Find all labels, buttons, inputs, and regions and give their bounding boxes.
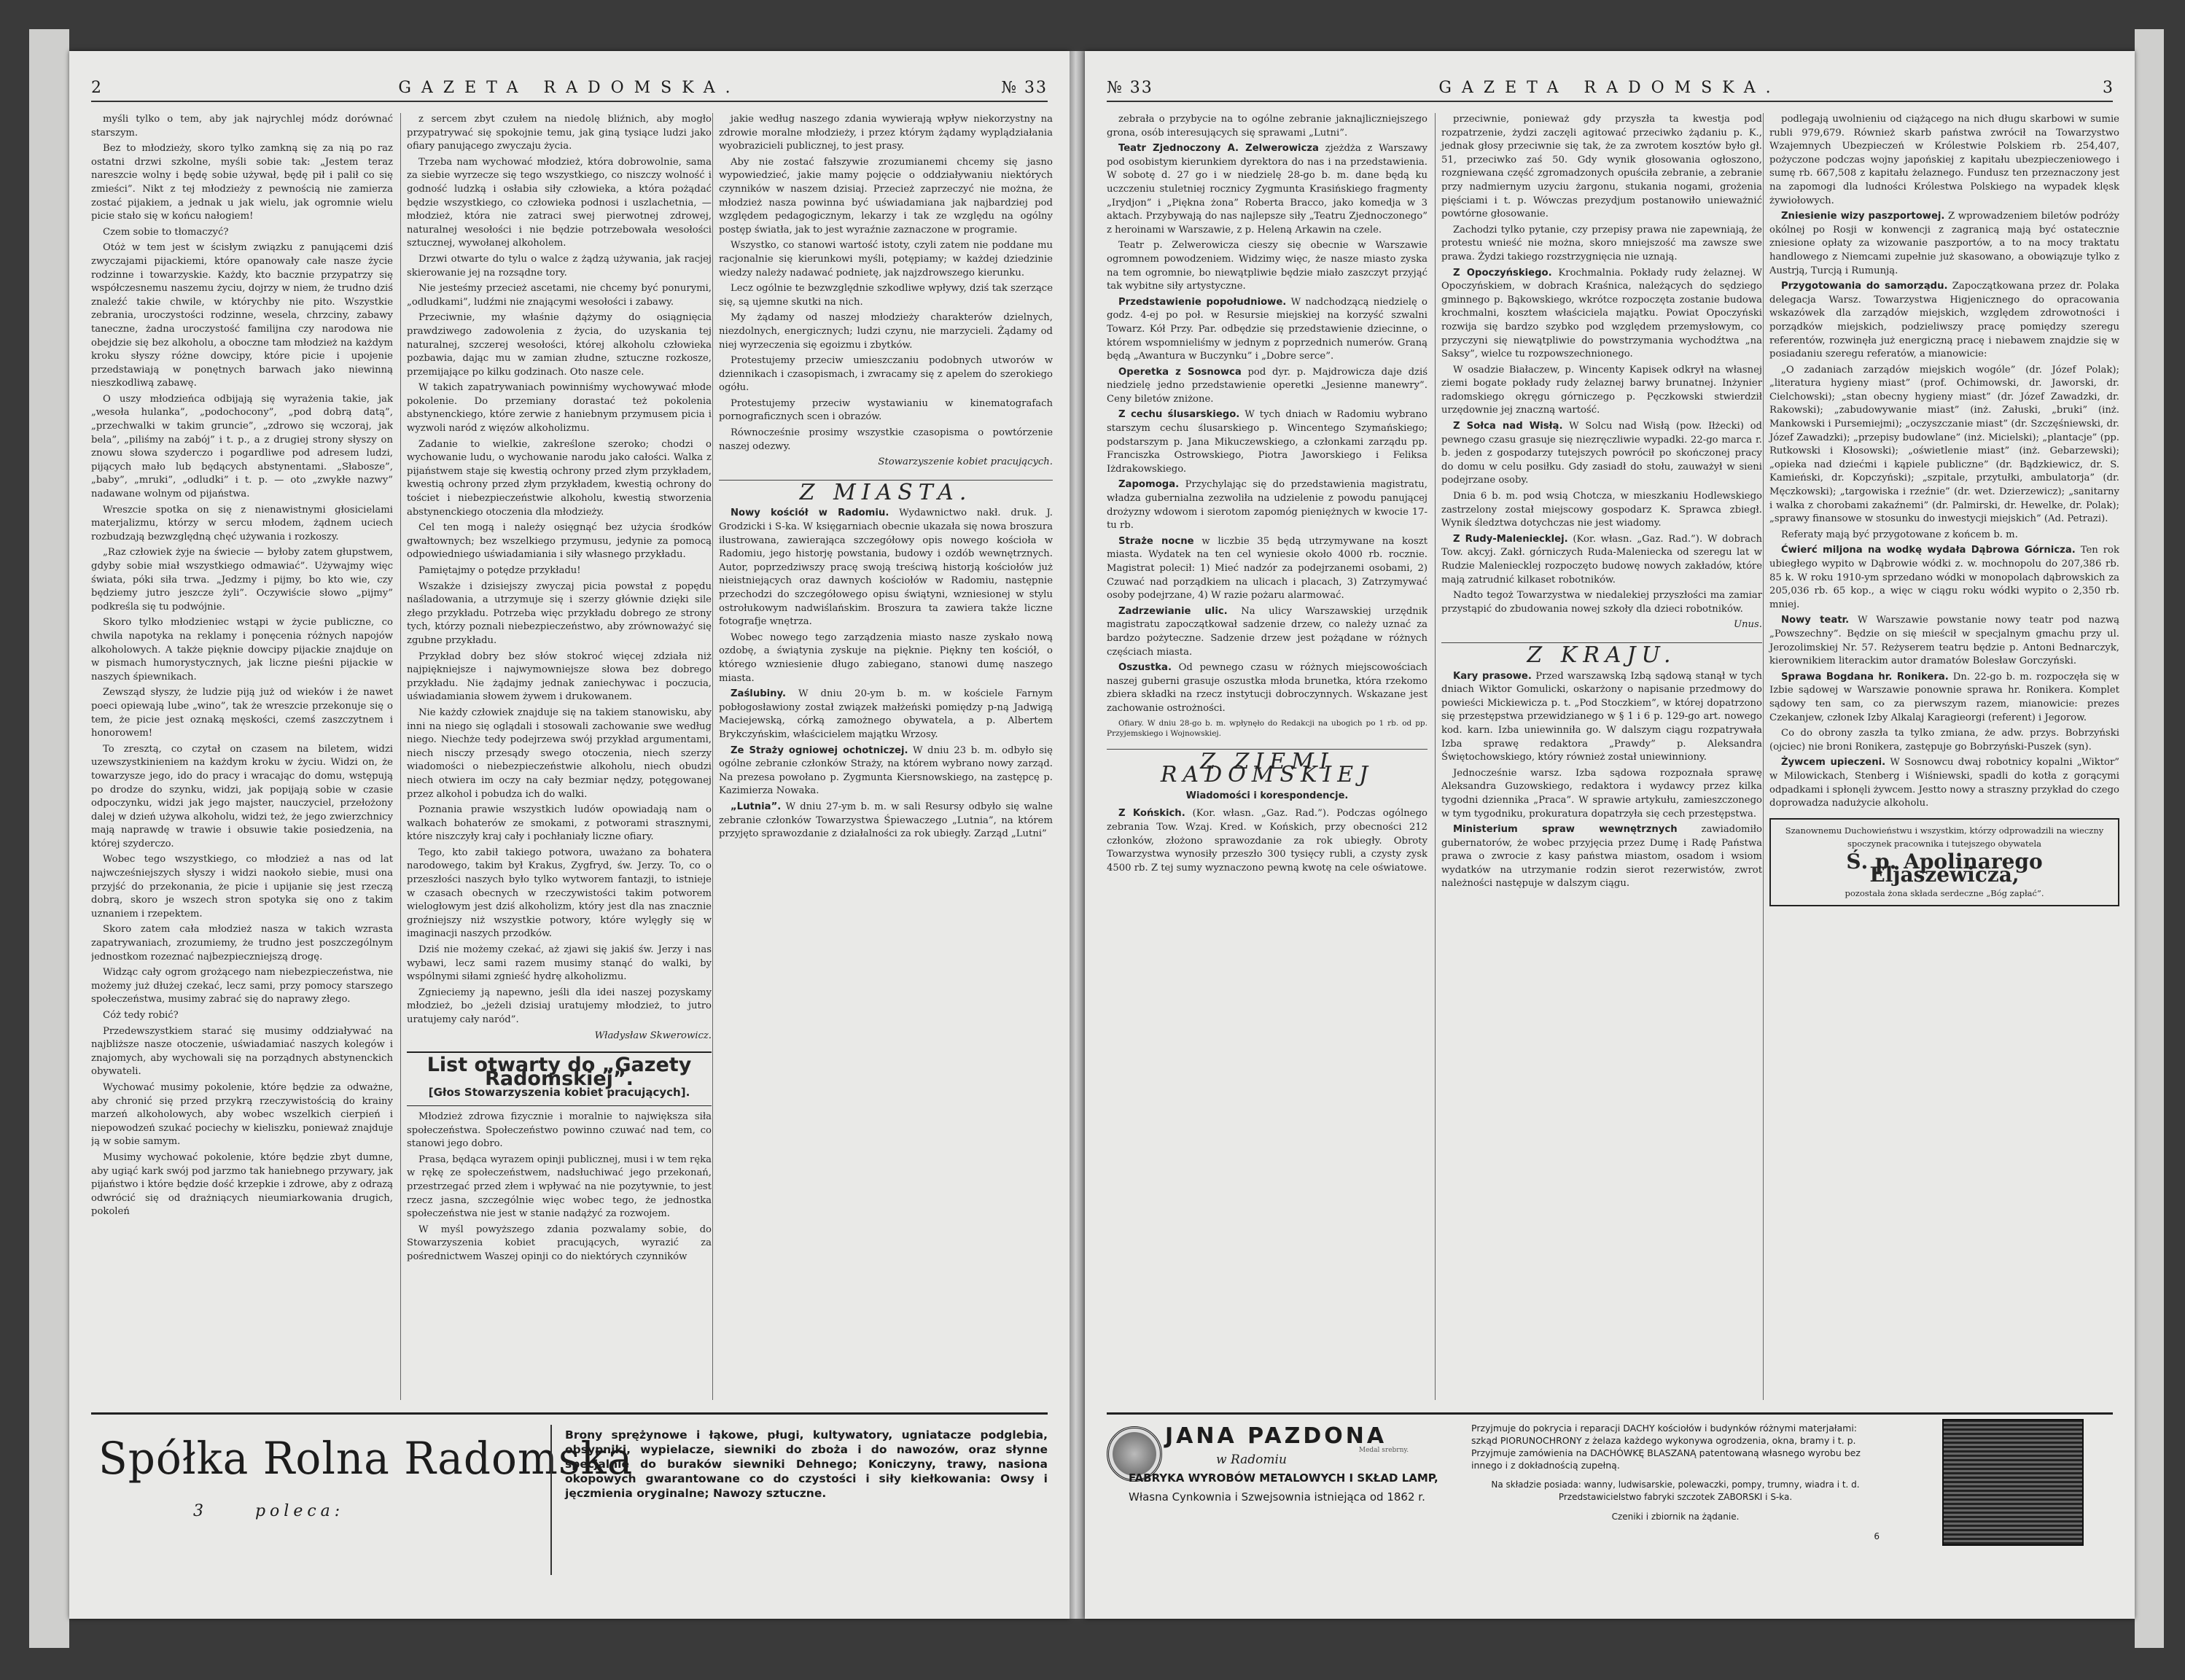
news-item [1107,605,1428,659]
letter-signature: Stowarzyszenie kobiet pracujących. [878,456,1053,468]
section-z-ziemi-radomskiej: Z ZIEMI RADOMSKIEJ [1107,749,1428,782]
news-headline: Operetka z Sosnowca [1118,366,1242,378]
footnote: Ofiary. W dniu 28-go b. m. wpłynęło do Redakcji na ubogich po 1 rb. od pp. Przyjemskiego i Wojnowskiej. [1107,718,1428,738]
decorative-letter-emblem-icon [1942,1419,2084,1546]
news-text: zjeżdża z Warszawy pod osobistym kierunkiem dyrektora do nas i na przedstawienia. W sobotę d. 27 go i w niedzielę 28-go b. m. dane będą ku uczczeniu stuletniej rocznicy Zygmunta Krasińskiego fragmenty „Irydjon” i „Piękna żona” Roberta Bracco, jako komedja w 3 aktach. Przybywają do nas najlepsze siły „Teatru Zjednoczonego” z heroinami w Warszawie, z p. Heleną Arkawin na czele. [1107,143,1428,236]
news-item [1107,478,1428,532]
paragraph: Wreszcie spotka on się z nienawistnymi głosicielami materjalizmu, którzy w sercu młodem, żądnem uciech rozbudzają bezwzględną chęć używania i rozkoszy. [91,504,393,542]
right-column-2 [1435,113,1762,1400]
paragraph: Protestujemy przeciw umieszczaniu podobnych utworów w dziennikach i czasopismach, i zwracamy się z apelem do szerokiego ogółu. [719,355,1053,394]
news-text: „O zadaniach zarządów miejskich wogóle” (dr. Józef Polak); „literatura hygieny miast” (prof. Ochimowski, dr. Jaworski, dr. Cielchowski); „stan obecny hygieny miast” (dr. Józef Zawadzki, dr. Rakowski); „zabudowywanie miast” (inż. Załuski, „bruki” (inż. Mankowski i Pursemiejmi); „oczyszczanie miast” (dr. Szczęśniewski, dr. Józef Zawadzki); „przepisy budowlane” (inż. Micielski); „plantacje” (pp. Rutkowski i Kłosowski); „oświetlenie miast” (inż. Gebarzewski); „opieka nad dziećmi i kąpiele publiczne” (dr. Bądzkiewicz, dr. S. Kamieński, dr. Kopczyński); „szpitale, przytułki, ambulatorja” (dr. Męczkowski); „targowiska i rzeźnie” (dr. wet. Dzierzewicz); „sanitarny i walka z chorobami zakaźnemi” (dr. Palmirski, dr. Hewelke, dr. Polak); „sprawy finansowe w stosunku do inwestycji miejskich” (Ad. Petrazi). [1769,364,2119,525]
news-text: W Sosnowcu dwaj robotnicy kopalni „Wiktor” w Milowickach, Stenberg i Wiśniewski, spadli do kotła z gorącymi odpadkami i spłonęli żywcem. Jestto nowy a straszny przykład do czego doprowadza nadużycie alkoholu. [1769,757,2119,809]
paragraph: W myśl powyższego zdania pozwalamy sobie, do Stowarzyszenia kobiet pracujących, wyrazić za pośrednictwem Waszej opinji co do niektórych czynników [407,1224,712,1262]
pazdona-fabryka: FABRYKA WYROBÓW METALOWYCH I SKŁAD LAMP, [1129,1471,1438,1485]
news-text: (Kor. własn. „Gaz. Rad.”). W dobrach Tow. akcyj. Zakł. górniczych Ruda-Maleniecka od szeregu lat w Rudzie Maleniecklej rozpoczęto budowę nowych zakładów, które mają zatrudnić kilkaset robotników. [1441,533,1762,586]
right-running-head [1107,79,2113,102]
article-signature: Władysław Skwerowicz. [594,1030,712,1041]
news-text: podlegają uwolnieniu od ciążącego na nich długu skarbowi w sumie rubli 979,679. Również skarb państwa zwrócił na Towarzystwo Wzajemnych Ubezpieczeń w Królestwie Polskiem rb. 254,407, pożyczone podczas wojny japońskiej z kapitału ubezpieczeniowego i sumę rb. 667,508 z kapitału żelaznego. Fundusz ten przeznaczony jest na zapomogi dla ludności Królestwa Polskiego na wypadek klęsk żywiołowych. [1769,114,2119,206]
news-headline: Z Końskich. [1118,808,1185,820]
paragraph: Protestujemy przeciw wystawianiu w kinematografach pornograficznych scen i obrazów. [719,397,1053,423]
paragraph: Aby nie zostać fałszywie zrozumianemi chcemy się jasno wypowiedzieć, jakie mamy pojęcie o oddziaływaniu niektórych czynników w naszem dzisiaj. Przecież zaprzeczyć nie można, że młodzież nasza powinna być uświadamiana jak najbardziej pod względem pedagogicznym, lekarzy i tak ze względu na ogólny postęp światła, jak to jest wyraźnie zaznaczone w programie. [719,156,1053,236]
news-headline: Przygotowania do samorządu. [1781,281,1948,292]
news-item [1441,364,1762,418]
news-item [1441,420,1762,488]
news-item [1107,296,1428,364]
paragraph: Lecz ogólnie te bezwzględnie szkodliwe wpływy, dziś tak szerzące się, są ujemne skutki na nich. [719,283,1053,308]
news-item [1769,671,2119,725]
news-item [1769,544,2119,612]
paragraph: Bez to młodzieży, skoro tylko zamkną się za nią po raz ostatni drzwi szkolne, myśli sobie tak: „Jestem teraz nareszcie wolny i będę sobie używał, będę pił i palił co się zmieści”. Nikt z tej młodzieży z pewnością nie zamierza zostać pijakiem, a jednak u jak wielu, jak ogromnie wielu picie stało się w końcu nałogiem! [91,143,393,222]
pazdona-cynkownia: Własna Cynkownia i Szwejsownia istniejąca od 1862 r. [1129,1490,1425,1504]
spolka-poleca-label: poleca: [254,1502,345,1520]
news-text: Jednocześnie warsz. Izba sądowa rozpoznała sprawę Aleksandra Guzowskiego, redaktora i wydawcy przez kilka tygodni dziennika „Praca”. W sprawie artykułu, zamieszczonego w tym tygodniku, prokuratura dopatrzyła się cech przestępstwa. [1441,767,1762,820]
news-item [719,688,1053,742]
news-text: W osadzie Białaczew, p. Wincenty Kapisek odkrył na własnej ziemi bogate pokłady rudy żelaznej barwy brunatnej. Inżynier radomskiego okręgu górniczego p. Pęczkowski stwierdził urzędownie jej znaczną wartość. [1441,364,1762,416]
spolka-items: Brony sprężynowe i łąkowe, pługi, kultywatory, ugniatacze podglebia, obsypniki, wypielacze, siewniki do zboża i do nawozów, oraz słynne specjalnie do buraków siewniki Dehnego; Koniczyny, trawy, nasiona okopowych gwarantowane co do czystości i siły kiełkowania: Owsy i jęczmienia oryginalne; Nawozy sztuczne. [565,1428,1048,1500]
news-text: W Warszawie powstanie nowy teatr pod nazwą „Powszechny”. Będzie on się mieścił w specjalnym gmachu przy ul. Jerozolimskiej Nr. 57. Reżyserem teatru będzie p. Antoni Bednarczyk, kierownikiem literackim autor dramatów Bolesław Gorczyński. [1769,615,2119,667]
right-column-3 [1763,113,2119,1400]
right-page-number: 3 [2103,79,2113,97]
paragraph: Skoro tylko młodzieniec wstąpi w życie publiczne, co chwila napotyka na reklamy i ponęcenia różnych napojów alkoholowych. A także pięknie dowcipy pijackie znajduje on w pismach humorystycznych, jak liczne pieśni pijackie w naszych śpiewnikach. [91,617,393,682]
left-column-3 [712,113,1053,1400]
paragraph: jakie według naszego zdania wywierają wpływ niekorzystny na zdrowie moralne młodzieży, i przez którym żądamy wyplądziałania wyobrazicieli publicznej, to jest prasy. [719,114,1053,152]
news-headline: „Lutnia”. [731,801,782,812]
news-headline: Teatr Zjednoczony A. Zelwerowicza [1118,143,1319,155]
paragraph: Wychować musimy pokolenie, które będzie za odważne, aby chronić się przed przykrą rzeczywistością do krainy marzeń alkoholowych, aby wobec wszelkich cierpień i niepowodzeń szukać pociechy w kieliszku, ponieważ znajduje ją w sobie samym. [91,1081,393,1148]
news-item [719,507,1053,629]
left-page [69,51,1070,1619]
open-letter-header [407,1051,712,1106]
paragraph: Przeciwnie, my właśnie dążymy do osiągnięcia prawdziwego zadowolenia z życia, do uzyskania tej naturalnej, szczerej wesołości, której alkoholu człowieka pozbawia, dając mu w zamian złudne, sztuczne rozkosze, przemijające po kilku godzinach. Oto nasze cele. [407,312,712,378]
news-text: W Solcu nad Wisłą (pow. Iłżecki) od pewnego czasu grasuje się niezręczliwie wypadki. 22-go marca r. b. jeden z gospodarzy tutejszych powrócił po skończonej pracy do domu w celu posiłku. Gdy zasiadł do stołu, zauważył w sieni podejrzane osoby. [1441,421,1762,486]
news-text: zawiadomiło gubernatorów, że wobec przyjęcia przez Dumę i Radę Państwa prawa o zwrocie z kasy państwa miastom, osadom i wsiom wydatków na utrzymanie rodzin sierot rezerwistów, zwrot należności następuje w dalszym ciągu. [1441,824,1762,890]
paragraph: Wszystko, co stanowi wartość istoty, czyli zatem nie poddane mu racjonalnie się kierunkowi myśli, potępiamy; w każdej dziedzinie wiedzy należy nadawać podnietę, jak najzdrowszego kierunku. [719,240,1053,279]
news-item [1441,767,1762,821]
paragraph: Prasa, będąca wyrazem opinji publicznej, musi i w tem ręka w rękę ze społeczeństwem, nadsłuchiwać jego przekonań, przestrzegać przed złem i wpływać na nie pozytywnie, to jest rzecz jasna, szczególnie więc wobec tego, że jednostka społeczeństwa nie jest w stanie nadążyć za rozwojem. [407,1154,712,1220]
news-headline: Zapomoga. [1118,479,1180,491]
paragraph: Przedewszystkiem starać się musimy oddziaływać na najbliższe nasze otoczenie, uświadamiać naszych kolegów i znajomych, aby wychowali się na porządnych abstynenckich obywateli. [91,1025,393,1078]
news-text: Dnia 6 b. m. pod wsią Chotcza, w mieszkaniu Hodlewskiego zastrzelony został miejscowy gospodarz K. Sprawca zbiegł. Wynik śledztwa dotychczas nie jest wiadomy. [1441,491,1762,529]
article-signature: Unus. [1733,619,1762,631]
paragraph: Drzwi otwarte do tylu o walce z żądzą używania, jak racjej skierowanie jej na rozsądne tory. [407,253,712,279]
open-letter-title: List otwarty do „Gazety Radomskiej”. [427,1054,692,1090]
spolka-rolna-advertisement [91,1412,1048,1590]
news-headline: Zniesienie wizy paszportowej. [1781,211,1945,222]
news-text: Przychylając się do przedstawienia magistratu, władza gubernialna zezwoliła na udzielenie z powodu panującej drożyzny wdowom i sierotom zapomóg pieniężnych w kwocie 17-tu rb. [1107,479,1428,532]
news-item [1769,210,2119,278]
news-text: Teatr p. Zelwerowicza cieszy się obecnie w Warszawie ogromnem powodzeniem. Widzimy więc, że nasze miasto zyska na tem ogromnie, bo niewątpliwie będzie miało zaszczyt przyjąć tak wybitne siły artystyczne. [1107,240,1428,292]
paragraph: Przykład dobry bez słów stokroć więcej zdziała niż najpiękniejsze i najwymowniejsze słowa bez dobrego przykładu. Nie żądajmy jednak zaniechywac i poczucia, uświadamiania słowem żywem i drukowanem. [407,650,712,703]
news-item [1769,280,2119,362]
news-item [1107,807,1428,875]
paragraph: My żądamy od naszej młodzieży charakterów dzielnych, niezdolnych, energicznych; ludzi czynu, nie marzycieli. Żądamy od niej wyrzeczenia się egoizmu i zbytków. [719,312,1053,351]
news-item [719,744,1053,798]
news-headline: Zadrzewianie ulic. [1118,605,1228,617]
news-item [1441,224,1762,265]
obituary-notice [1769,818,2119,906]
spolka-num: 3 [193,1502,208,1520]
news-item [1107,239,1428,293]
notice-top: Szanownemu Duchowieństwu i wszystkim, którzy odprowadzili na wieczny spoczynek pracownika i tutejszego obywatela [1785,825,2104,849]
news-item [1769,113,2119,208]
news-item [1107,408,1428,476]
right-masthead: GAZETA RADOMSKA. [1438,79,1781,97]
dach-text: Przyjmuje do pokrycia i reparacji DACHY kościołów i budynków różnymi materjałami: szkąd PIORUNOCHRONY z żelaza każdego wykonywa ogrodzenia, okna, bramy i t. p. [1471,1423,1858,1446]
paragraph: Dziś nie możemy czekać, aż zjawi się jakiś św. Jerzy i nas wybawi, lecz sami razem musimy stanąć do walki, by wspólnymi siłami zgnieść hydrę alkoholizmu. [407,944,712,983]
paragraph: O uszy młodzieńca odbijają się wyrażenia takie, jak „wesoła hulanka”, „podochocony”, „pod dobrą datą”, „przechwalki w takim gruncie”, „zdrowo się wczoraj, jak bela”, „piliśmy na zabój” i t. p., a z drugiej strony słyszy on znowu słowa szyderczo i pogardliwe pod adresem ludzi, pijących mało lub będących abstynentami. „Słabosze”, „baby”, „mruki”, „odludki” i t. p. — oto „zwykłe nazwy” nadawane wolnym od pijaństwa. [91,393,393,500]
news-text: Wobec nowego tego zarządzenia miasto nasze zyskało nową ozdobę, a świątynia zyskuje na pięknie. Piękny ten kościół, o którego wzniesienie długo zabiegano, stanowi dumę naszego miasta. [719,631,1053,684]
news-text: Z wprowadzeniem biletów podróży okólnej po Rosji w konwencji z zagranicą mają być ostatecznie zniesione opłaty za wizowanie paszportów, a to na mocy traktatu handlowego z Niemcami zupełnie już skasowano, a obowiązuje tylko z Austrją, Turcją i Rumunją. [1769,211,2119,276]
paragraph: Nie każdy człowiek znajduje się na takiem stanowisku, aby inni na niego się oglądali i stosowali zachowanie swe według niego. Niechże tedy podejrzewa swój przykład argumentami, niech nisczy przesądy swego otoczenia, niech szerzy wiadomości o niebezpieczeństwie alkoholu, niech obudzi niech otwiera im oczy na cały bezmiar nędzy, potęgowanej przez alkohol i pobudza ich do walki. [407,707,712,800]
left-columns [91,113,1053,1400]
right-columns [1107,113,2119,1400]
paragraph: To zresztą, co czytał on czasem na biletem, widzi uzewszystkinieniem na każdym kroku w życiu. Widzi on, że towarzysze jego, ido do pracy i wracając do domu, wstępują po drodze do szynku, widzi, jak popijają sobie w czasie odpoczynku, widzi jak jego majster, nauczyciel, przełożony dalej w dzień używa alkoholu, widzi też, że jego zwierzchnicy mają naprawdę w trawie i obsuwie takie posiedzenia, na której szyderczo. [91,743,393,849]
dach-foot: Na składzie posiada: wanny, ludwisarskie, polewaczki, pompy, trumny, wiadra i t. d. Przedstawicielstwo fabryki szczotek ZABORSKI i S-ka. [1491,1479,1860,1502]
news-headline: Nowy teatr. [1781,615,1850,626]
news-item [1769,614,2119,668]
left-column-2 [400,113,712,1400]
paragraph: Nie jesteśmy przecież ascetami, nie chcemy być ponurymi, „odludkami”, ludźmi nie znającymi wesołości i zabawy. [407,283,712,308]
news-text: (Kor. własn. „Gaz. Rad.”). Podczas ogólnego zebrania Tow. Wzaj. Kred. w Końskich, przy obecności 212 członków, złożono sprawozdanie za rok ubiegły. Obroty Towarzystwa wynosiły przeszło 300 tysięcy rubli, a czysty zysk 4500 rb. Z tej sumy wyznaczono pewną kwotę na cele oświatowe. [1107,808,1428,874]
paragraph: Trzeba nam wychować młodzież, która dobrowolnie, sama za siebie wyrzecze się tego wszystkiego, co niszczy wolność i godność ludzką i osłabia siły człowieka, a która pożądać będzie wszystkiego, co człowieka podnosi i uszlachetnia, — młodzież, która nie zatraci swej pierwotnej zdrowej, naturalnej wesołości i nie będzie potrzebowała wesołości sztucznej, wywołanej alkoholem. [407,156,712,249]
news-headline: Ze Straży ogniowej ochotniczej. [731,744,908,756]
open-letter-subtitle: [Głos Stowarzyszenia kobiet pracujących]. [428,1086,690,1100]
news-text: w liczbie 35 będą utrzymywane na koszt miasta. Wydatek na ten cel wyniesie około 4000 rb. rocznie. Magistrat polecił: 1) Mieć nadzór za podejrzanemi osobami, 2) Czuwać nad porządkiem na ulicach i placach, 3) Zatrzymywać osoby podejrzane, 4) W razie pożaru alarmować. [1107,535,1428,602]
paragraph: Zewsząd słyszy, że ludzie piją już od wieków i że nawet poeci opiewają lube „wino”, tak że wreszcie przekonuje się o tem, że picie jest oznaką męskości, czemś zaszczytnem i honorowem! [91,687,393,739]
news-item [1107,661,1428,715]
paragraph: Poznania prawie wszystkich ludów opowiadają nam o walkach bohaterów ze smokami, z potworami strasznymi, które niszczyły kraj cały i pochłaniały liczne ofiary. [407,804,712,843]
paragraph: W takich zapatrywaniach powinniśmy wychowywać młode pokolenie. Do przemiany dorastać też pokolenia abstynenckiego, które zerwie z haniebnym przymusem picia i wyzwoli naród z więzów alkoholizmu. [407,382,712,435]
news-text: pod dyr. p. Majdrowicza daje dziś niedzielę jedno przedstawienie operetki „Jesienne manewry”. Ceny biletów zniżone. [1107,366,1428,405]
news-text: Wydawnictwo nakł. druk. J. Grodzicki i S-ka. W księgarniach obecnie ukazała się nowa broszura ilustrowana, zawierająca szczegółowy opis nowego kościoła w Radomiu, jego historję powstania, budowy i ozdób wewnętrznych. Autor, poprzedziwszy pracę swoją treściwą historją kościołów już nieistniejących oraz dawnych kościołów w Radomiu, następnie przechodzi do szczegółowego opisu świątyni, wzniesionej w stylu ostrołukowym nadwiślańskim. Broszura ta zawiera także liczne fotografje wnętrza. [719,508,1053,628]
pazdona-firm: JANA PAZDONA [1165,1423,1387,1449]
left-page-number: 2 [91,79,101,97]
news-item [1441,490,1762,531]
news-text: Zapoczątkowana przez dr. Polaka delegacja Warsz. Towarzystwa Higjenicznego do opracowania wskazówek dla zarządów miejskich, względem zdrowotności i porządków miejskich, podzieliwszy pracę pomiędzy szeregu referentów, rozwinęła już energiczną pracę i niebawem znajdzie się w posiadaniu szeregu referatów, a mianowicie: [1769,281,2119,360]
news-item [1769,727,2119,754]
notice-bottom: pozostała żona składa serdeczne „Bóg zapłać”. [1845,888,2044,899]
paragraph: Musimy wychować pokolenie, które będzie zbyt dumne, aby ugiąć kark swój pod jarzmo tak haniebnego przywary, jak pijaństwo i które będzie dość krzepkie i zdrowe, aby z odrazą odwrócić się od drażniących nieumiarkowania drugich, pokoleń [91,1151,393,1218]
pazdona-city: w Radomiu [1216,1452,1287,1467]
news-item [1107,113,1428,140]
news-headline: Kary prasowe. [1453,670,1532,682]
news-headline: Ćwierć miljona na wodkę wydała Dąbrowa Górnicza. [1781,545,2076,556]
news-item [719,631,1053,685]
dach-text-2: Przyjmuje zamówienia na DACHÓWKĘ BLASZANĄ patentowaną własnego wyrobu bez innego i z dokładnością zupełną. [1471,1447,1861,1471]
dach-num: 6 [1874,1531,1880,1541]
ad-divider [550,1425,552,1575]
left-issue-number: № 33 [1001,79,1048,97]
left-masthead: GAZETA RADOMSKA. [398,79,741,97]
news-item [719,801,1053,841]
paragraph: Skoro zatem cała młodzież nasza w takich wzrasta zapatrywaniach, zrozumiemy, że trudno jest poszczególnym jednostkom rozeznać najbezpieczniejszą drogę. [91,924,393,962]
news-headline: Oszustka. [1118,662,1172,674]
paragraph: Zgnieciemy ją napewno, jeśli dla idei naszej pozyskamy młodzież, bo „jeżeli dzisiaj uratujemy młodzież, to jutro uratujemy cały naród”. [407,987,712,1025]
right-issue-number: № 33 [1107,79,1153,97]
left-column-1 [91,113,393,1400]
paragraph: „Raz człowiek żyje na świecie — byłoby zatem głupstwem, gdyby sobie miał wszystkiego odmawiać”. Używajmy więc świata, póki siła trwa. „Jedzmy i pijmy, bo kto wie, czy będziemy jutro jeszcze żyli”. Oczywiście słowo „pijmy” podkreśla się tu podwójnie. [91,547,393,612]
news-text: Dn. 22-go b. m. rozpoczęła się w Izbie sądowej w Warszawie ponownie sprawa hr. Ronikera. Komplet sądowy ten sam, co za pierwszym razem, mianowicie: prezes Czekanjew, członek Izby Alkalaj Karagieorgi (referent) i Jegorow. [1769,671,2119,723]
news-text: W nadchodzącą niedzielę o godz. 4-ej po poł. w Resursie miejskiej na korzyść szwalni Towarz. Kół Przy. Par. odbędzie się przedstawienie dziecinne, o którem wspomnieliśmy w jednym z poprzednich numerów. Graną będą „Awantura w Buczynku” i „Dobre serce”. [1107,296,1428,362]
paragraph: Tego, kto zabił takiego potwora, uważano za bohatera narodowego, takim był Krakus, Zygfryd, św. Jerzy. To, co o przeszłości naszych było tylko wytworem fantazji, to istnieje w czasach obecnych w rzeczywistości takim potworem wielogłowym jest dziś alkoholizm, który jest dla nas znacznie groźniejszy niż wszystkie potwory, które wylęgły się w imaginacji naszych przodków. [407,847,712,940]
news-headline: Przedstawienie popołudniowe. [1118,296,1287,308]
news-headline: Zaślubiny. [731,688,786,700]
left-running-head [91,79,1048,102]
news-item [1107,366,1428,407]
news-headline: Z Sołca nad Wisłą. [1453,421,1563,432]
paragraph: Młodzież zdrowa fizycznie i moralnie to największa siła społeczeństwa. Społeczeństwo powinno czuwać nad tem, co stanowi jego dobro. [407,1111,712,1150]
right-page [1085,51,2135,1619]
news-text: Nadto tegoż Towarzystwa w niedalekiej przyszłości ma zamiar przystąpić do zbudowania nowej szkoły dla dzieci robotników. [1441,590,1762,615]
paragraph: Widząc cały ogrom grożącego nam niebezpieczeństwa, nie możemy już dłużej czekać, lecz sami, przy pomocy starszego społeczeństwa, musimy zabrać się do naprawy złego. [91,967,393,1006]
pazdona-advertisement [1107,1415,1457,1590]
news-text: Od pewnego czasu w różnych miejscowościach naszej guberni grasuje oszustka młoda brunetka, która rzekomo zbiera składki na rzecz instytucji dobroczynnych. Wskazane jest zachowanie ostrożności. [1107,662,1428,714]
news-item [1769,756,2119,810]
news-item [1769,364,2119,526]
news-headline: Z Rudy-Maleniecklej. [1453,533,1568,545]
news-text: Ten rok ubiegłego wypito w Dąbrowie wódki z. w. mochnopolu do 207,386 rb. 85 k. W roku 1910-ym sprzedano wódki w monopolach dąbrowskich za 205,036 rb. 65 kop., a więc w ciągu roku wódki wypito o 2,350 rb. mniej. [1769,545,2119,610]
news-text: Zachodzi tylko pytanie, czy przepisy prawa nie zapewniają, że protestu wnieść nie można, skoro mniejszość ma zawsze swe prawa. Żydzi takiego rozstrzygnięcia nie uznają. [1441,224,1762,262]
paragraph: Czem sobie to tłomaczyć? [103,226,229,238]
paragraph: Równocześnie prosimy wszystkie czasopisma o powtórzenie naszej odezwy. [719,427,1053,452]
news-text: W dniu 20-ym b. m. w kościele Farnym pobłogosławiony został związek małżeński pomiędzy p-ną Jadwigą Maciejewską, córką zamożnego obywatela, a p. Albertem Brykczyńskim, właścicielem majątku Wrzosy. [719,688,1053,740]
news-item [1441,267,1762,362]
section-z-kraju: Z KRAJU. [1441,642,1762,663]
paragraph: myśli tylko o tem, aby jak najrychlej módz dorównać starszym. [91,114,393,139]
paragraph: Otóż w tem jest w ścisłym związku z panującemi dziś zwyczajami pijackiemi, które opanowały całe nasze życie rodzinne i towarzyskie. Każdy, kto bacznie przypatrzy się współczesnemu naszemu życiu, dojrzy w niem, że trudno dziś znaleźć takie chwile, w którychby nie pito. Wszystkie zebrania, uroczystości rodzinne, wesela, chrzciny, zabawy taneczne, żadna uroczystość familijna czy narodowa nie obejdzie się bez alkoholu, a oboczne tam młodzież na każdym kroku słyszy różne dowcipy, które picie i upojenie przedstawiają w ponętnych barwach jako niewinną nieszkodliwą zabawę. [91,242,393,389]
news-text: Przed warszawską Izbą sądową stanął w tych dniach Wiktor Gomulicki, oskarżony o napisanie przedmowy do powieści Mickiewicza p. t. „Pod Stoczkiem”, w której dopatrzono się przestępstwa przewidzianego w § 1 i 6 p. 129-go art. nowego kod. karn. Izba uniewinniła go. W dalszym ciągu rozpatrywała Izba sprawę redaktora „Prawdy” p. Aleksandra Świętochowskiego, który również został uniewinniony. [1441,670,1762,763]
news-text: Krochmalnia. Pokłady rudy żelaznej. W Opoczyńskiem, w dobrach Kraśnica, należących do sędziego gminnego p. Bąkowskiego, wkrótce rozpoczęta zostanie budowa krochmalni, kosztem właściciela majątku. Powiat Opoczyński rozwija się bardzo szybko pod względem przemysłowym, co przyczyni się niewątpliwie do powstrzymania wychodźtwa „na Saksy”, wielce tu rozpowszechnionego. [1441,267,1762,360]
news-text: W tych dniach w Radomiu wybrano starszym cechu ślusarskiego p. Wincentego Szymańskiego; podstarszym p. Jana Mikuczewskiego, a członkami zarządu pp. Franciszka Ostrowskiego, Piotra Jaworskiego i Feliksa Iżdrakowskiego. [1107,409,1428,475]
news-headline: Ministerium spraw wewnętrznych [1453,824,1678,836]
right-column-1 [1107,113,1428,1400]
spolka-name: Spółka Rolna Radomska [98,1432,634,1485]
news-headline: Z Opoczyńskiego. [1453,267,1552,279]
paragraph: Pamiętajmy o potędze przykładu! [418,565,581,576]
news-item [1107,142,1428,237]
paragraph: Cel ten mogą i należy osięgnąć bez użycia środków gwałtownych; bez wszelkiego przymusu, jedynie za pomocą odpowiedniego uświadamiania i siły własnego przykładu. [407,522,712,561]
book-gutter [1070,51,1085,1619]
left-scan-edge [29,29,69,1648]
news-headline: Sprawa Bogdana hr. Ronikera. [1781,671,1949,682]
right-advertisement-band [1107,1412,2113,1590]
news-headline: Z cechu ślusarskiego. [1118,409,1240,421]
news-headline: Nowy kościół w Radomiu. [731,508,889,519]
dach-advertisement [1471,1422,1880,1543]
paragraph: Zadanie to wielkie, zakreślone szeroko; chodzi o wychowanie ludu, o wychowanie narodu jako całości. Walka z pijaństwem staje się kwestią ochrony przed złym przykładem, kwestią ochrony przed złym przykładem, kwestią ochrony do tościet i niebezpieczeństwie alkoholu, kwestią stworzenia abstynenckiego otoczenia dla młodzieży. [407,438,712,518]
paragraph: Wszakże i dzisiejszy zwyczaj picia powstał z popędu naśladowania, a utrzymuje się i szerzy głównie dzięki sile złego przykładu. Potrzeba więc przykładu dobrego ze strony tych, którzy poznali niebezpieczeństwo, aby zrównoważyć się zgubne przykładu. [407,580,712,646]
news-text: W dniu 27-ym b. m. w sali Resursy odbyło się walne zebranie członków Towarzystwa Śpiewaczego „Lutnia”, na którem przyjęto sprawozdanie z działalności za rok ubiegły. Zarząd „Lutni” [719,801,1053,840]
pazdona-medal: Medal srebrny. [1358,1447,1409,1454]
news-text: W dniu 23 b. m. odbyło się ogólne zebranie członków Straży, na którem wybrano nowy zarząd. Na prezesa powołano p. Zygmunta Kiersnowskiego, na zastępcę p. Kazimierza Nowaka. [719,744,1053,797]
section-subtitle: Wiadomości i korespondencje. [1185,790,1349,801]
news-item [1769,529,2119,542]
news-text: przeciwnie, ponieważ gdy przyszła ta kwestja pod rozpatrzenie, żydzi zaczęli agitować przeciwko żądaniu p. K., jednak głosy przeciwnie się tak, że za zwrotem kosztów było gł. 51, przeciwko zaś 50. Gdy wynik głosowania ogłoszono, rozgniewana część zgromadzonych opuściła zebranie, a zebranie przy nadmiernym uzyciu żargonu, stukania nogami, grożenia pięściami i t. p. Wówczas prezydjum postanowiło unieważnić powtórne głosowanie. [1441,114,1762,220]
section-z-miasta: Z MIASTA. [719,480,1053,500]
news-item [1441,670,1762,765]
news-text: Co do obrony zaszła ta tylko zmiana, że adw. przys. Bobrzyński (ojciec) nie broni Ronikera, zastępuje go Bobrzyński-Puszek (syn). [1769,728,2119,752]
paragraph: Wobec tego wszystkiego, co młodzież a nas od lat najwcześniejszych słyszy i widzi naokoło siebie, musi ona przyjść do przekonania, że picie i upijanie się jest rzeczą dobrą, skoro je wszech stron spotyka się ono z takim uznaniem i rzepektem. [91,854,393,919]
paragraph: z sercem zbyt czułem na niedolę bliźnich, aby mogło przypatrywać się spokojnie temu, jak giną tysiące ludzi jako ofiary panującego zwyczaju życia. [407,114,712,152]
right-scan-edge [2135,29,2164,1648]
news-headline: Straże nocne [1118,535,1194,547]
news-item [1441,589,1762,616]
news-text: Na ulicy Warszawskiej urzędnik magistratu zapoczątkował sadzenie drzew, co należy uznać za bardzo pożyteczne. Sadzenie drzew jest pożądane w różnych częściach miasta. [1107,605,1428,658]
paragraph: Cóż tedy robić? [103,1010,179,1021]
news-text: zebrała o przybycie na to ogólne zebranie jaknajliczniejszego grona, osób interesujących się sprawami „Lutni”. [1107,114,1428,139]
news-item [1441,823,1762,891]
news-item [1107,535,1428,603]
notice-name: Ś. p. Apolinarego Eljaszewicza, [1846,849,2043,887]
news-text: Referaty mają być przygotowane z końcem b. m. [1781,529,2018,540]
news-headline: Żywcem upieczeni. [1781,757,1886,769]
news-item [1441,113,1762,222]
news-item [1441,533,1762,587]
spolka-poleca [193,1502,344,1520]
dach-foot-2: Czeniki i zbiornik na żądanie. [1611,1512,1740,1522]
